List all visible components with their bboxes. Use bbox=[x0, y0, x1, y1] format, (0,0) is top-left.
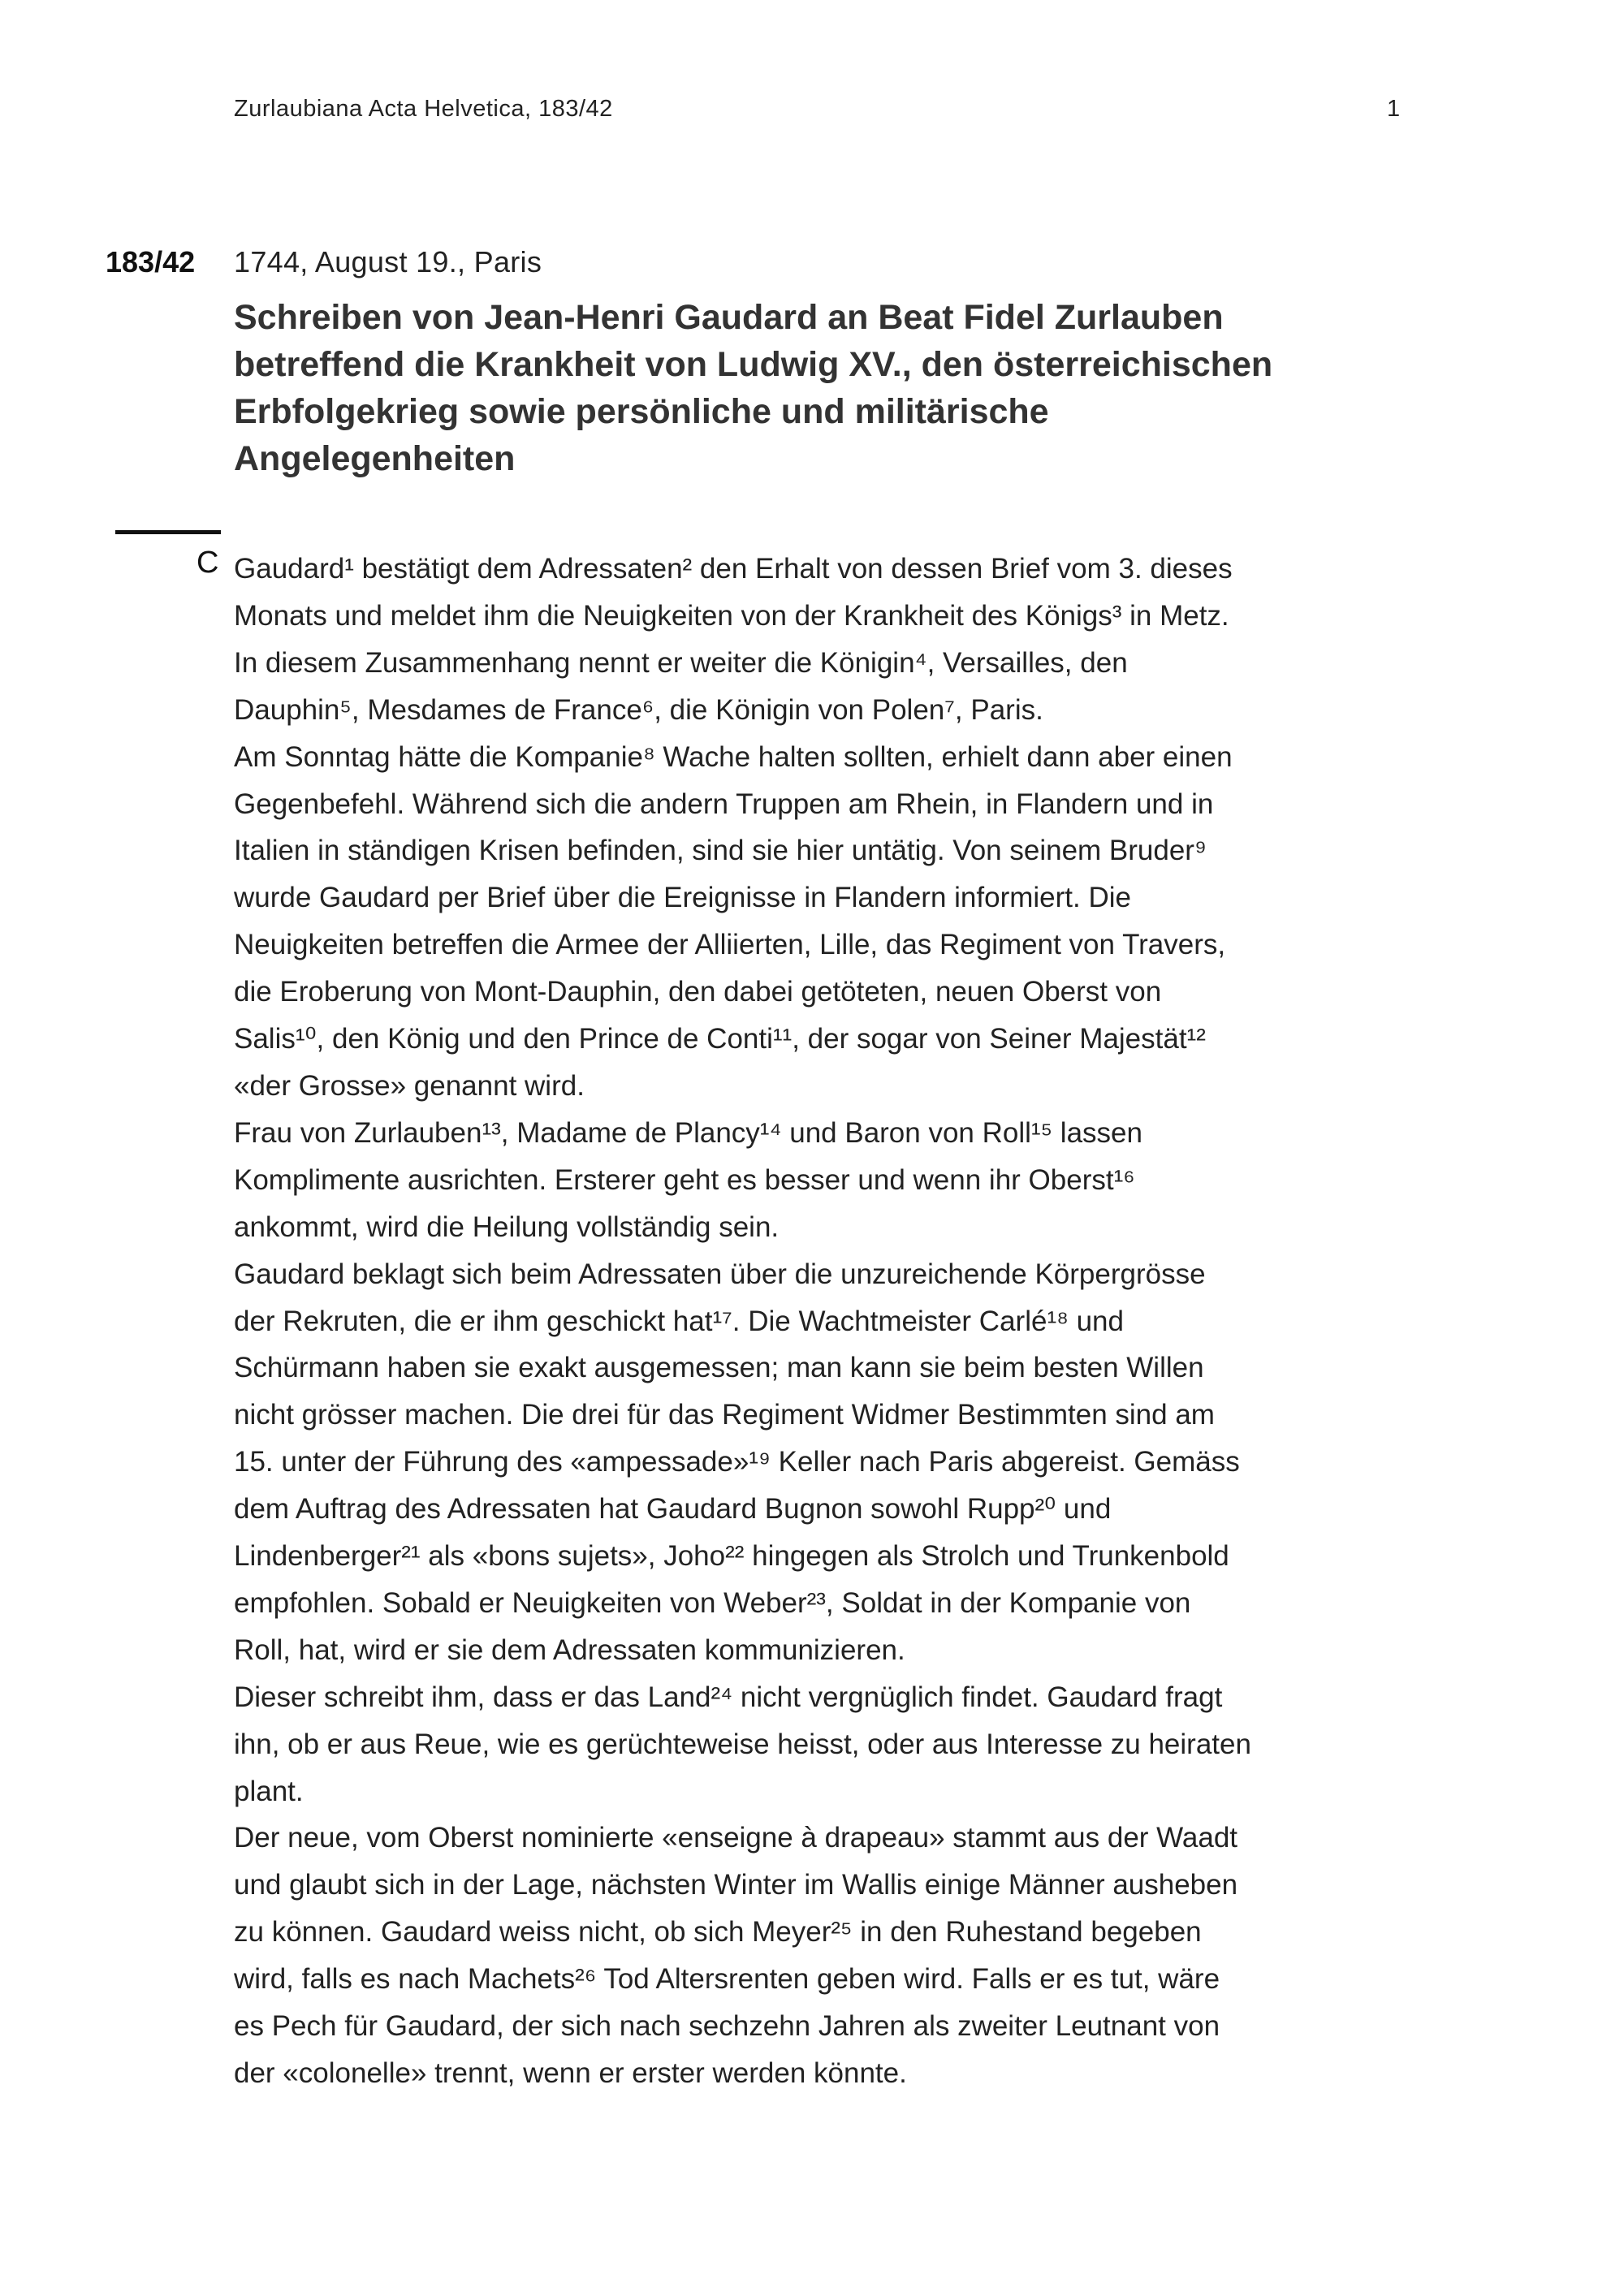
summary-line: Schürmann haben sie exakt ausgemessen; man kann sie beim besten Willen bbox=[234, 1352, 1204, 1384]
summary-line: zu können. Gaudard weiss nicht, ob sich Meyer²⁵ in den Ruhestand begeben bbox=[234, 1916, 1202, 1949]
summary-line: Gaudard beklagt sich beim Adressaten über die unzureichende Körpergrösse bbox=[234, 1258, 1206, 1290]
summary-line: Dauphin⁵, Mesdames de France⁶, die Königin von Polen⁷, Paris. bbox=[234, 693, 1043, 726]
summary-line: Salis¹⁰, den König und den Prince de Conti¹¹, der sogar von Seiner Majestät¹² bbox=[234, 1023, 1206, 1055]
summary-line: Komplimente ausrichten. Ersterer geht es besser und wenn ihr Oberst¹⁶ bbox=[234, 1163, 1135, 1196]
document-title-line: Angelegenheiten bbox=[234, 439, 516, 478]
summary-line: Monats und meldet ihm die Neuigkeiten von der Krankheit des Königs³ in Metz. bbox=[234, 599, 1229, 632]
summary-line: plant. bbox=[234, 1775, 304, 1807]
summary-line: empfohlen. Sobald er Neuigkeiten von Weber²³, Soldat in der Kompanie von bbox=[234, 1586, 1191, 1619]
summary-line: nicht grösser machen. Die drei für das Regiment Widmer Bestimmten sind am bbox=[234, 1399, 1215, 1431]
summary-line: Gaudard¹ bestätigt dem Adressaten² den Erhalt von dessen Brief vom 3. dieses bbox=[234, 553, 1233, 585]
document-date-place: 1744, August 19., Paris bbox=[234, 245, 542, 278]
document-title-line: betreffend die Krankheit von Ludwig XV., den österreichischen bbox=[234, 345, 1273, 384]
section-rule bbox=[115, 530, 221, 534]
document-title-line: Erbfolgekrieg sowie persönliche und militärische bbox=[234, 392, 1049, 431]
summary-line: Roll, hat, wird er sie dem Adressaten kommunizieren. bbox=[234, 1634, 905, 1666]
summary-line: der Rekruten, die er ihm geschickt hat¹⁷. Die Wachtmeister Carlé¹⁸ und bbox=[234, 1305, 1124, 1337]
summary-line: 15. unter der Führung des «ampessade»¹⁹ Keller nach Paris abgereist. Gemäss bbox=[234, 1446, 1240, 1478]
running-head-title: Zurlaubiana Acta Helvetica, 183/42 bbox=[234, 96, 613, 122]
summary-line: der «colonelle» trennt, wenn er erster werden könnte. bbox=[234, 2057, 907, 2089]
summary-line: Am Sonntag hätte die Kompanie⁸ Wache halten sollten, erhielt dann aber einen bbox=[234, 740, 1233, 773]
summary-line: Neuigkeiten betreffen die Armee der Alliierten, Lille, das Regiment von Travers, bbox=[234, 929, 1226, 961]
summary-line: Frau von Zurlauben¹³, Madame de Plancy¹⁴ und Baron von Roll¹⁵ lassen bbox=[234, 1116, 1142, 1149]
summary-line: «der Grosse» genannt wird. bbox=[234, 1069, 585, 1102]
summary-line: Dieser schreibt ihm, dass er das Land²⁴ nicht vergnüglich findet. Gaudard fragt bbox=[234, 1681, 1223, 1713]
document-title-line: Schreiben von Jean-Henri Gaudard an Beat Fidel Zurlauben bbox=[234, 298, 1224, 337]
summary-line: es Pech für Gaudard, der sich nach sechzehn Jahren als zweiter Leutnant von bbox=[234, 2010, 1220, 2043]
summary-line: Gegenbefehl. Während sich die andern Truppen am Rhein, in Flandern und in bbox=[234, 788, 1214, 820]
summary-line: In diesem Zusammenhang nennt er weiter die Königin⁴, Versailles, den bbox=[234, 646, 1128, 679]
summary-line: ihn, ob er aus Reue, wie es gerüchteweise heisst, oder aus Interesse zu heiraten bbox=[234, 1728, 1251, 1760]
summary-line: die Eroberung von Mont-Dauphin, den dabei getöteten, neuen Oberst von bbox=[234, 976, 1162, 1008]
category-marker: C bbox=[197, 546, 219, 580]
summary-line: Der neue, vom Oberst nominierte «enseigne à drapeau» stammt aus der Waadt bbox=[234, 1822, 1238, 1854]
summary-line: wurde Gaudard per Brief über die Ereignisse in Flandern informiert. Die bbox=[234, 882, 1131, 914]
document-title bbox=[234, 294, 1427, 482]
summary-line: Italien in ständigen Krisen befinden, sind sie hier untätig. Von seinem Bruder⁹ bbox=[234, 835, 1207, 867]
summary-line: ankommt, wird die Heilung vollständig sein. bbox=[234, 1211, 780, 1243]
summary-line: und glaubt sich in der Lage, nächsten Winter im Wallis einige Männer ausheben bbox=[234, 1869, 1238, 1901]
document-id: 183/42 bbox=[106, 245, 196, 278]
summary-line: Lindenberger²¹ als «bons sujets», Joho²² hingegen als Strolch und Trunkenbold bbox=[234, 1540, 1229, 1573]
summary-line: dem Auftrag des Adressaten hat Gaudard Bugnon sowohl Rupp²⁰ und bbox=[234, 1493, 1112, 1526]
summary-line: wird, falls es nach Machets²⁶ Tod Altersrenten geben wird. Falls er es tut, wäre bbox=[234, 1963, 1220, 1996]
summary-text bbox=[234, 546, 1419, 2097]
page-number: 1 bbox=[1387, 96, 1401, 122]
